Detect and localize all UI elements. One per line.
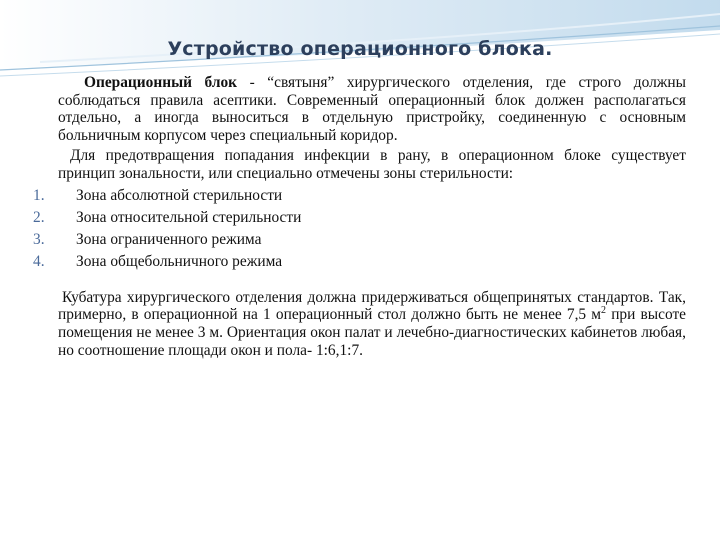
paragraph-intro-text: - “святыня” хирургического отделения, где строго должны соблюдаться правила асептики. Современный операционный блок должен располагаться отдельно, а иногда выноситься в отдельную пристройку, соединенную с основным больничным корпусом через специальный коридор. bbox=[58, 74, 686, 144]
slide-content bbox=[33, 74, 687, 359]
zone-label: Зона общебольничного режима bbox=[76, 253, 283, 271]
zone-label: Зона относительной стерильности bbox=[76, 208, 302, 226]
paragraph-cubature-text-a: Кубатура хирургического отделения должна придерживаться общепринятых стандартов. Так, примерно, в операционной на 1 операционный стол должно быть не менее 7,5 м bbox=[58, 288, 686, 324]
list-item bbox=[33, 230, 686, 249]
paragraph-cubature bbox=[58, 289, 686, 359]
slide-title: Устройство операционного блока. bbox=[167, 38, 553, 60]
paragraph-intro bbox=[58, 74, 686, 144]
zone-label: Зона абсолютной стерильности bbox=[76, 186, 283, 204]
paragraph-zoning bbox=[58, 147, 686, 182]
list-item bbox=[33, 186, 686, 205]
list-number: 4. bbox=[33, 253, 45, 271]
list-number: 2. bbox=[33, 208, 45, 226]
superscript-2: 2 bbox=[601, 305, 607, 317]
term-operating-block: Операционный блок bbox=[84, 74, 238, 91]
zones-list bbox=[33, 186, 686, 271]
list-number: 1. bbox=[33, 186, 45, 204]
paragraph-zoning-text: Для предотвращения попадания инфекции в рану, в операционном блоке существует принцип зональности, или специально отмечены зоны стерильности: bbox=[58, 147, 686, 182]
list-item bbox=[33, 253, 686, 271]
list-item bbox=[33, 208, 686, 227]
zone-label: Зона ограниченного режима bbox=[76, 230, 262, 248]
list-number: 3. bbox=[33, 230, 45, 248]
paragraph-cubature-text-b: при высоте помещения не менее 3 м. Ориентация окон палат и лечебно-диагностических кабинетов любая, но соотношение площади окон и пола- 1:6,1:7. bbox=[58, 306, 687, 359]
